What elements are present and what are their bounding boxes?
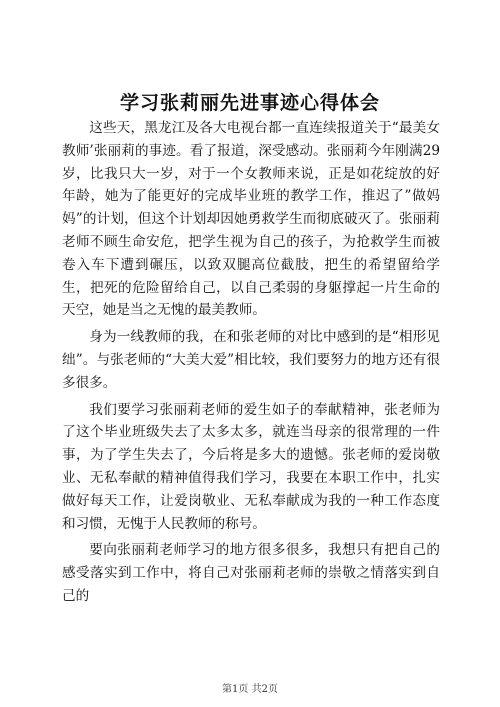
paragraph-1: 这些天，黑龙江及各大电视台都一直连续报道关于“最美女教师’张丽莉的事迹。看了报道，深受感动。张丽莉今年刚满29岁，比我只大一岁，对于一个女教师来说，正是如花绽放的好年龄，她为了能更好的完成毕业班的教学工作，推迟了”做妈妈”的计划，但这个计划却因她勇救学生而彻底破灭了。张丽莉老师不顾生命安危，把学生视为自己的孩子，为抢救学生而被卷入车下遭到碾压，以致双腿高位截肢，把生的希望留给学生，把死的危险留给自己，以自己柔弱的身躯撑起一片生命的天空，她是当之无愧的最美教师。 [62, 120, 440, 319]
document-body [62, 117, 440, 612]
paragraph-2: 身为一线教师的我，在和张老师的对比中感到的是“相形见绌”。与张老师的“大美大爱”相比较，我们要努力的地方还有很多很多。 [62, 329, 440, 391]
document-title: 学习张莉丽先进事迹心得体会 [119, 92, 380, 114]
paragraph-3: 我们要学习张丽莉老师的爱生如子的奉献精神，张老师为了这个毕业班级失去了太多太多，就连当母亲的很常理的一件事，为了学生失去了，今后将是多大的遗憾。张老师的爱岗敬业、无私奉献的精神值得我们学习，我要在本职工作中，扎实做好每天工作，让爱岗敬业、无私奉献成为我的一种工作态度和习惯，无愧于人民教师的称号。 [62, 401, 440, 532]
paragraph-4: 要向张丽莉老师学习的地方很多很多，我想只有把自己的感受落实到工作中，将自己对张丽莉老师的崇敬之情落实到自己的 [62, 542, 440, 604]
page-footer: 第1页 共2页 [222, 684, 278, 695]
